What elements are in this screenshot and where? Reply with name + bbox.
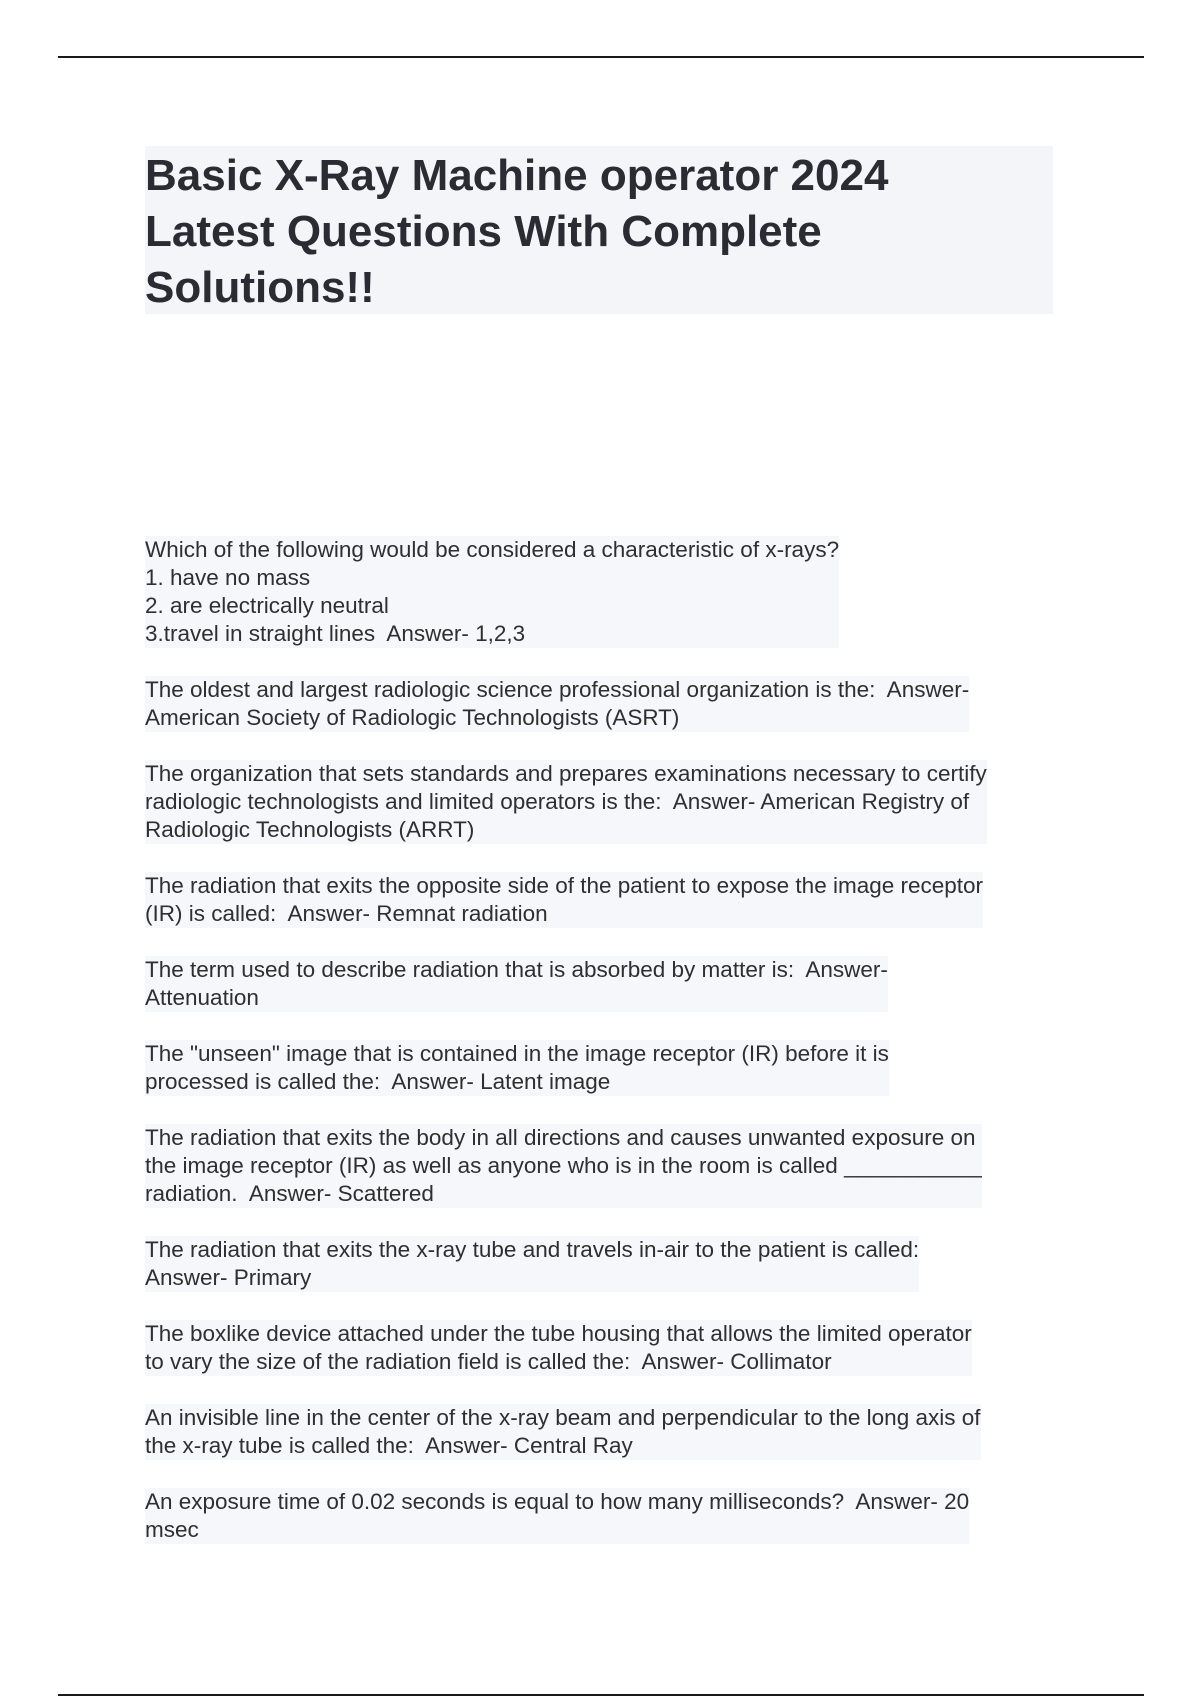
document-title — [145, 146, 1053, 316]
title-line: Solutions!! — [145, 263, 375, 312]
title-block — [145, 146, 1053, 314]
qa-line: An exposure time of 0.02 seconds is equal to how many milliseconds? Answer- 20 — [145, 1489, 970, 1514]
title-line: Basic X-Ray Machine operator 2024 — [145, 151, 889, 200]
qa-item — [145, 1040, 889, 1096]
footer-rule — [58, 1694, 1144, 1696]
qa-item — [145, 1236, 919, 1292]
qa-line: the x-ray tube is called the: Answer- Central Ray — [145, 1433, 633, 1458]
qa-line: The oldest and largest radiologic science professional organization is the: Answer- — [145, 677, 970, 702]
qa-list — [145, 536, 1065, 1572]
qa-line: msec — [145, 1517, 199, 1542]
qa-line: radiation. Answer- Scattered — [145, 1181, 434, 1206]
qa-item — [145, 1404, 981, 1460]
qa-line: 3.travel in straight lines Answer- 1,2,3 — [145, 621, 526, 646]
qa-line: An invisible line in the center of the x-ray beam and perpendicular to the long axis of — [145, 1405, 981, 1430]
header-rule — [58, 56, 1144, 58]
qa-line: Attenuation — [145, 985, 259, 1010]
qa-line: the image receptor (IR) as well as anyone who is in the room is called ___________ — [145, 1153, 982, 1178]
qa-line: 1. have no mass — [145, 565, 311, 590]
qa-item — [145, 872, 983, 928]
qa-line: Which of the following would be considered a characteristic of x-rays? — [145, 537, 840, 562]
qa-line: The organization that sets standards and prepares examinations necessary to certify — [145, 761, 987, 786]
qa-line: The boxlike device attached under the tube housing that allows the limited operator — [145, 1321, 972, 1346]
qa-item — [145, 1320, 972, 1376]
qa-line: processed is called the: Answer- Latent image — [145, 1069, 611, 1094]
qa-item — [145, 1124, 982, 1208]
qa-line: radiologic technologists and limited operators is the: Answer- American Registry of — [145, 789, 970, 814]
qa-item — [145, 536, 839, 648]
qa-line: to vary the size of the radiation field is called the: Answer- Collimator — [145, 1349, 832, 1374]
qa-line: American Society of Radiologic Technologists (ASRT) — [145, 705, 680, 730]
qa-line: The term used to describe radiation that is absorbed by matter is: Answer- — [145, 957, 888, 982]
qa-line: The radiation that exits the x-ray tube and travels in-air to the patient is called: — [145, 1237, 920, 1262]
qa-line: Radiologic Technologists (ARRT) — [145, 817, 475, 842]
qa-item — [145, 760, 987, 844]
qa-item — [145, 676, 969, 732]
qa-line: 2. are electrically neutral — [145, 593, 389, 618]
qa-line: Answer- Primary — [145, 1265, 312, 1290]
qa-line: The radiation that exits the opposite side of the patient to expose the image receptor — [145, 873, 984, 898]
title-line: Latest Questions With Complete — [145, 207, 822, 256]
qa-item — [145, 956, 888, 1012]
qa-line: The radiation that exits the body in all directions and causes unwanted exposure on — [145, 1125, 976, 1150]
qa-line: (IR) is called: Answer- Remnat radiation — [145, 901, 548, 926]
qa-line: The "unseen" image that is contained in the image receptor (IR) before it is — [145, 1041, 889, 1066]
qa-item — [145, 1488, 969, 1544]
